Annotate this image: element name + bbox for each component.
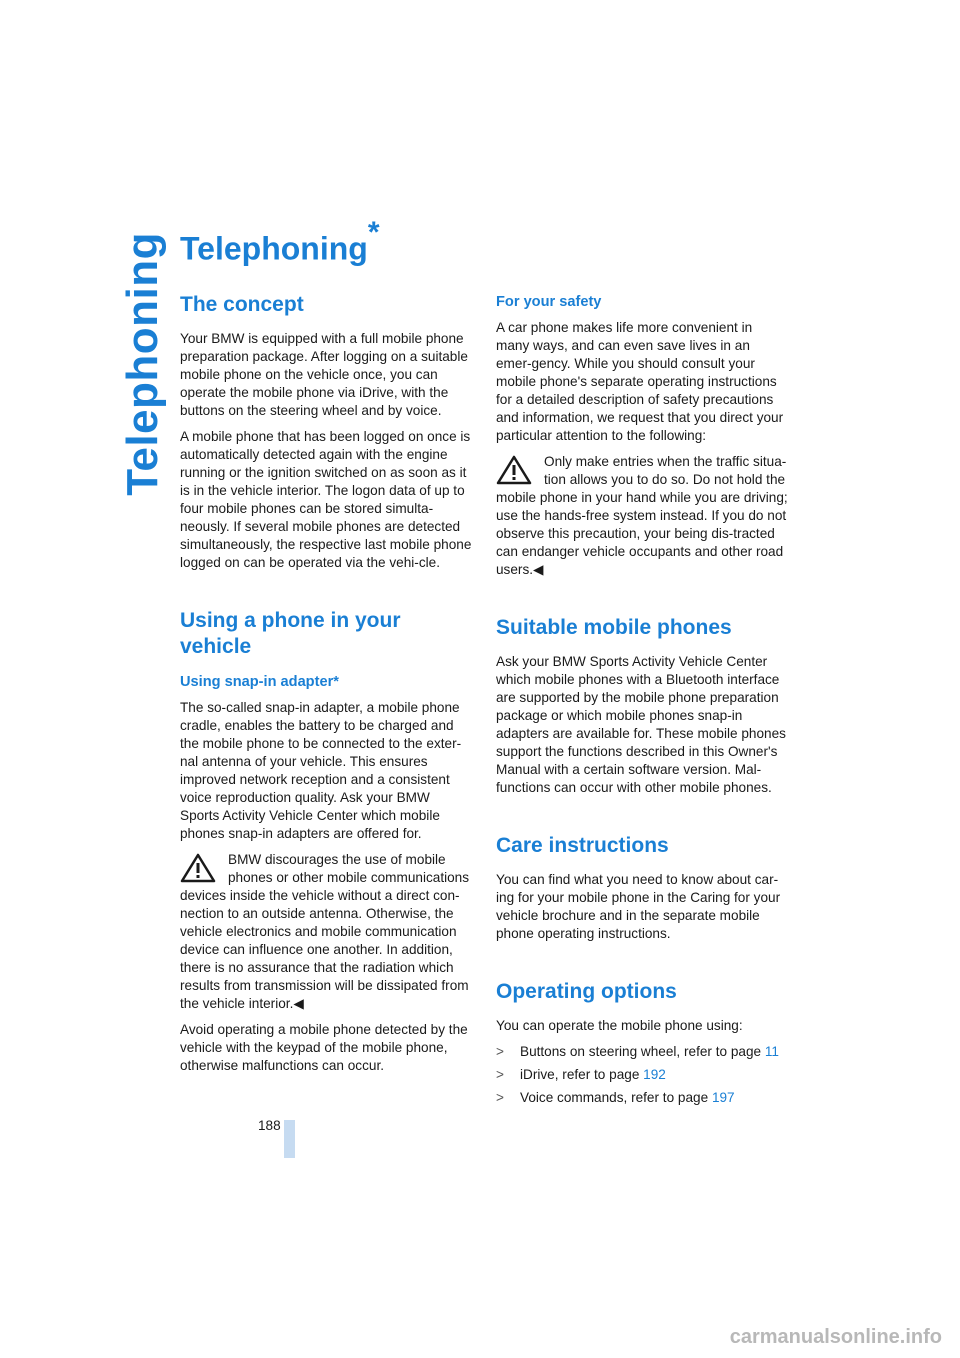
sidebar-chapter-tab: Telephoning — [118, 232, 167, 496]
suitable-phones-paragraph: Ask your BMW Sports Activity Vehicle Center which mobile phones with a Bluetooth interface are supported by the mobile phone preparation package or which mobile phones snap-in adapters are available for. These mobile phones support the functions described in this Owner's Manual with a certain software version. Mal-functions can occur with other mobile phones. — [496, 654, 786, 795]
left-column — [180, 292, 472, 1083]
warning-block — [496, 453, 788, 579]
optional-equipment-star: * — [367, 216, 380, 249]
page-reference-link[interactable]: 192 — [643, 1067, 666, 1082]
bullet-arrow: > — [496, 1067, 504, 1082]
warning-text: BMW discourages the use of mobile phones or other mobile communications devices inside the vehicle without a direct con-nection to an outside antenna. Otherwise, the vehicle electronics and mobile communication device can influence one another. In addition, there is no assurance that the radiation which results from transmission will be dissipated from the vehicle interior.◀ — [180, 852, 470, 1011]
list-item — [496, 1089, 788, 1107]
snap-in-paragraph: The so-called snap-in adapter, a mobile phone cradle, enables the battery to be charged and the mobile phone to be connected to the exter-nal antenna of your vehicle. This ensures improved network reception and a consistent voice reproduction quality. Ask your BMW Sports Activity Vehicle Center which mobile phones snap-in adapters are offered for. — [180, 700, 462, 841]
care-instructions-heading: Care instructions — [496, 834, 669, 857]
page-title — [180, 216, 380, 268]
safety-heading: For your safety — [496, 294, 602, 310]
using-phone-heading: Using a phone in your vehicle — [180, 609, 401, 658]
warning-triangle-icon — [180, 853, 216, 883]
bullet-arrow: > — [496, 1044, 504, 1059]
concept-paragraph-1: Your BMW is equipped with a full mobile phone preparation package. After logging on a suitable mobile phone on the vehicle once, you can operate the mobile phone via iDrive, with the buttons on the steering wheel and by voice. — [180, 331, 468, 418]
warning-block — [180, 851, 472, 1013]
page-reference-link[interactable]: 11 — [764, 1044, 779, 1059]
page-marker-bar — [284, 1120, 295, 1158]
avoid-keypad-paragraph: Avoid operating a mobile phone detected by the vehicle with the keypad of the mobile phone, otherwise malfunctions can occur. — [180, 1022, 468, 1073]
footer-watermark: carmanualsonline.info — [729, 1326, 942, 1348]
right-column — [496, 292, 788, 1112]
list-item — [496, 1043, 788, 1061]
operating-options-list — [496, 1043, 788, 1107]
page-reference-link[interactable]: 197 — [711, 1090, 735, 1105]
concept-heading: The concept — [180, 293, 304, 316]
bullet-arrow: > — [496, 1090, 504, 1105]
list-item-text: Voice commands, refer to page — [520, 1090, 712, 1105]
snap-in-adapter-heading: Using snap-in adapter* — [180, 674, 339, 690]
warning-text: Only make entries when the traffic situa-tion allows you to do so. Do not hold the mobile phone in your hand while you are driving; use the hands-free system instead. If you do not observe this precaution, your being dis-tracted can endanger vehicle occupants and other road users.◀ — [496, 454, 788, 577]
safety-paragraph: A car phone makes life more convenient in many ways, and can even save lives in an emer-gency. While you should consult your mobile phone's separate operating instructions for a detailed description of safety precautions and information, we request that you direct your particular attention to the following: — [496, 320, 784, 443]
list-item-text: Buttons on steering wheel, refer to page — [520, 1044, 765, 1059]
page-number: 188 — [258, 1118, 281, 1133]
operating-options-intro: You can operate the mobile phone using: — [496, 1018, 743, 1033]
concept-paragraph-2: A mobile phone that has been logged on once is automatically detected again with the engine running or the ignition switched on as soon as it is in the vehicle interior. The logon data of up to four mobile phones can be stored simulta-neously. If several mobile phones are detected simultaneously, the respective last mobile phone logged on can be operated via the vehi-cle. — [180, 429, 472, 570]
list-item — [496, 1066, 788, 1084]
care-instructions-paragraph: You can find what you need to know about car-ing for your mobile phone in the Caring for your vehicle brochure and in the separate mobile phone operating instructions. — [496, 872, 781, 941]
warning-triangle-icon — [496, 455, 532, 485]
operating-options-heading: Operating options — [496, 980, 677, 1003]
suitable-phones-heading: Suitable mobile phones — [496, 616, 732, 639]
list-item-text: iDrive, refer to page — [520, 1067, 644, 1082]
page-title-text: Telephoning — [180, 230, 368, 267]
